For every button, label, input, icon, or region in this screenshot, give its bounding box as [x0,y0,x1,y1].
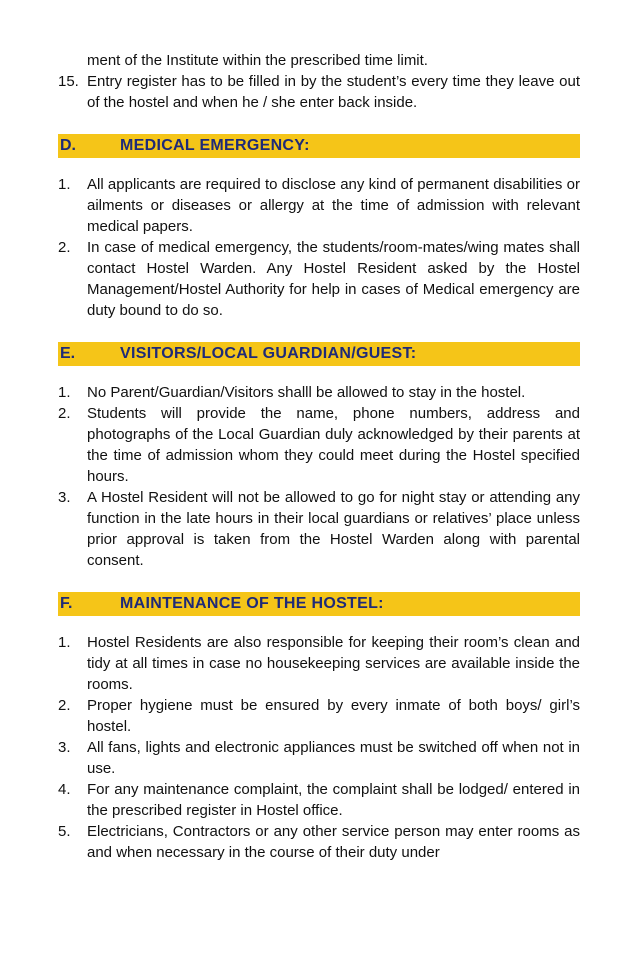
continuation-text: ment of the Institute within the prescribed time limit. [87,52,428,69]
section-heading-d [58,134,580,158]
item-text: Students will provide the name, phone numbers, address and photographs of the Local Guardian duly acknowledged by their parents at the time of admission whom they could meet during the Hostel specified hours. [87,405,580,485]
list-item [58,695,580,737]
item-number: 1. [58,634,71,651]
list-item [58,737,580,779]
item-number: 5. [58,823,71,840]
section-title: MAINTENANCE OF THE HOSTEL: [120,595,384,612]
item-number: 3. [58,739,71,756]
item-number: 15. [58,73,79,90]
list-item [58,382,580,403]
item-number: 3. [58,489,71,506]
item-text: All fans, lights and electronic appliances must be switched off when not in use. [87,739,580,777]
item-text: Entry register has to be filled in by the student’s every time they leave out of the hostel and when he / she enter back inside. [87,73,580,111]
list-item [58,403,580,487]
list-item [58,487,580,571]
item-text: In case of medical emergency, the students/room-mates/wing mates shall contact Hostel Warden. Any Hostel Resident asked by the Hostel Management/Hostel Authority for help in cases of Medical emergency are duty bound to do so. [87,239,580,319]
item-number: 1. [58,384,71,401]
item-number: 1. [58,176,71,193]
section-letter: E. [60,345,76,362]
list-item-15 [58,71,580,113]
section-letter: F. [60,595,73,612]
item-number: 2. [58,239,71,256]
section-title: VISITORS/LOCAL GUARDIAN/GUEST: [120,345,417,362]
list-item [58,237,580,321]
section-heading-e [58,342,580,366]
item-text: Proper hygiene must be ensured by every inmate of both boys/ girl’s hostel. [87,697,580,735]
section-title: MEDICAL EMERGENCY: [120,137,310,154]
document-page [58,50,580,863]
list-item [58,779,580,821]
item-text: A Hostel Resident will not be allowed to go for night stay or attending any function in the late hours in their local guardians or relatives’ place unless prior approval is taken from the Hostel Warden along with parental consent. [87,489,580,569]
item-text: For any maintenance complaint, the complaint shall be lodged/ entered in the prescribed register in Hostel office. [87,781,580,819]
section-heading-f [58,592,580,616]
item-text: Electricians, Contractors or any other service person may enter rooms as and when necessary in the course of their duty under [87,823,580,861]
item-text: No Parent/Guardian/Visitors shalll be allowed to stay in the hostel. [87,384,526,401]
item-text: Hostel Residents are also responsible for keeping their room’s clean and tidy at all times in case no housekeeping services are available inside the rooms. [87,634,580,693]
item-text: All applicants are required to disclose any kind of permanent disabilities or ailments or diseases or allergy at the time of admission with relevant medical papers. [87,176,580,235]
item-number: 2. [58,405,71,422]
section-letter: D. [60,137,76,154]
list-item [58,174,580,237]
item-number: 2. [58,697,71,714]
list-item [58,821,580,863]
list-item [58,632,580,695]
item-number: 4. [58,781,71,798]
